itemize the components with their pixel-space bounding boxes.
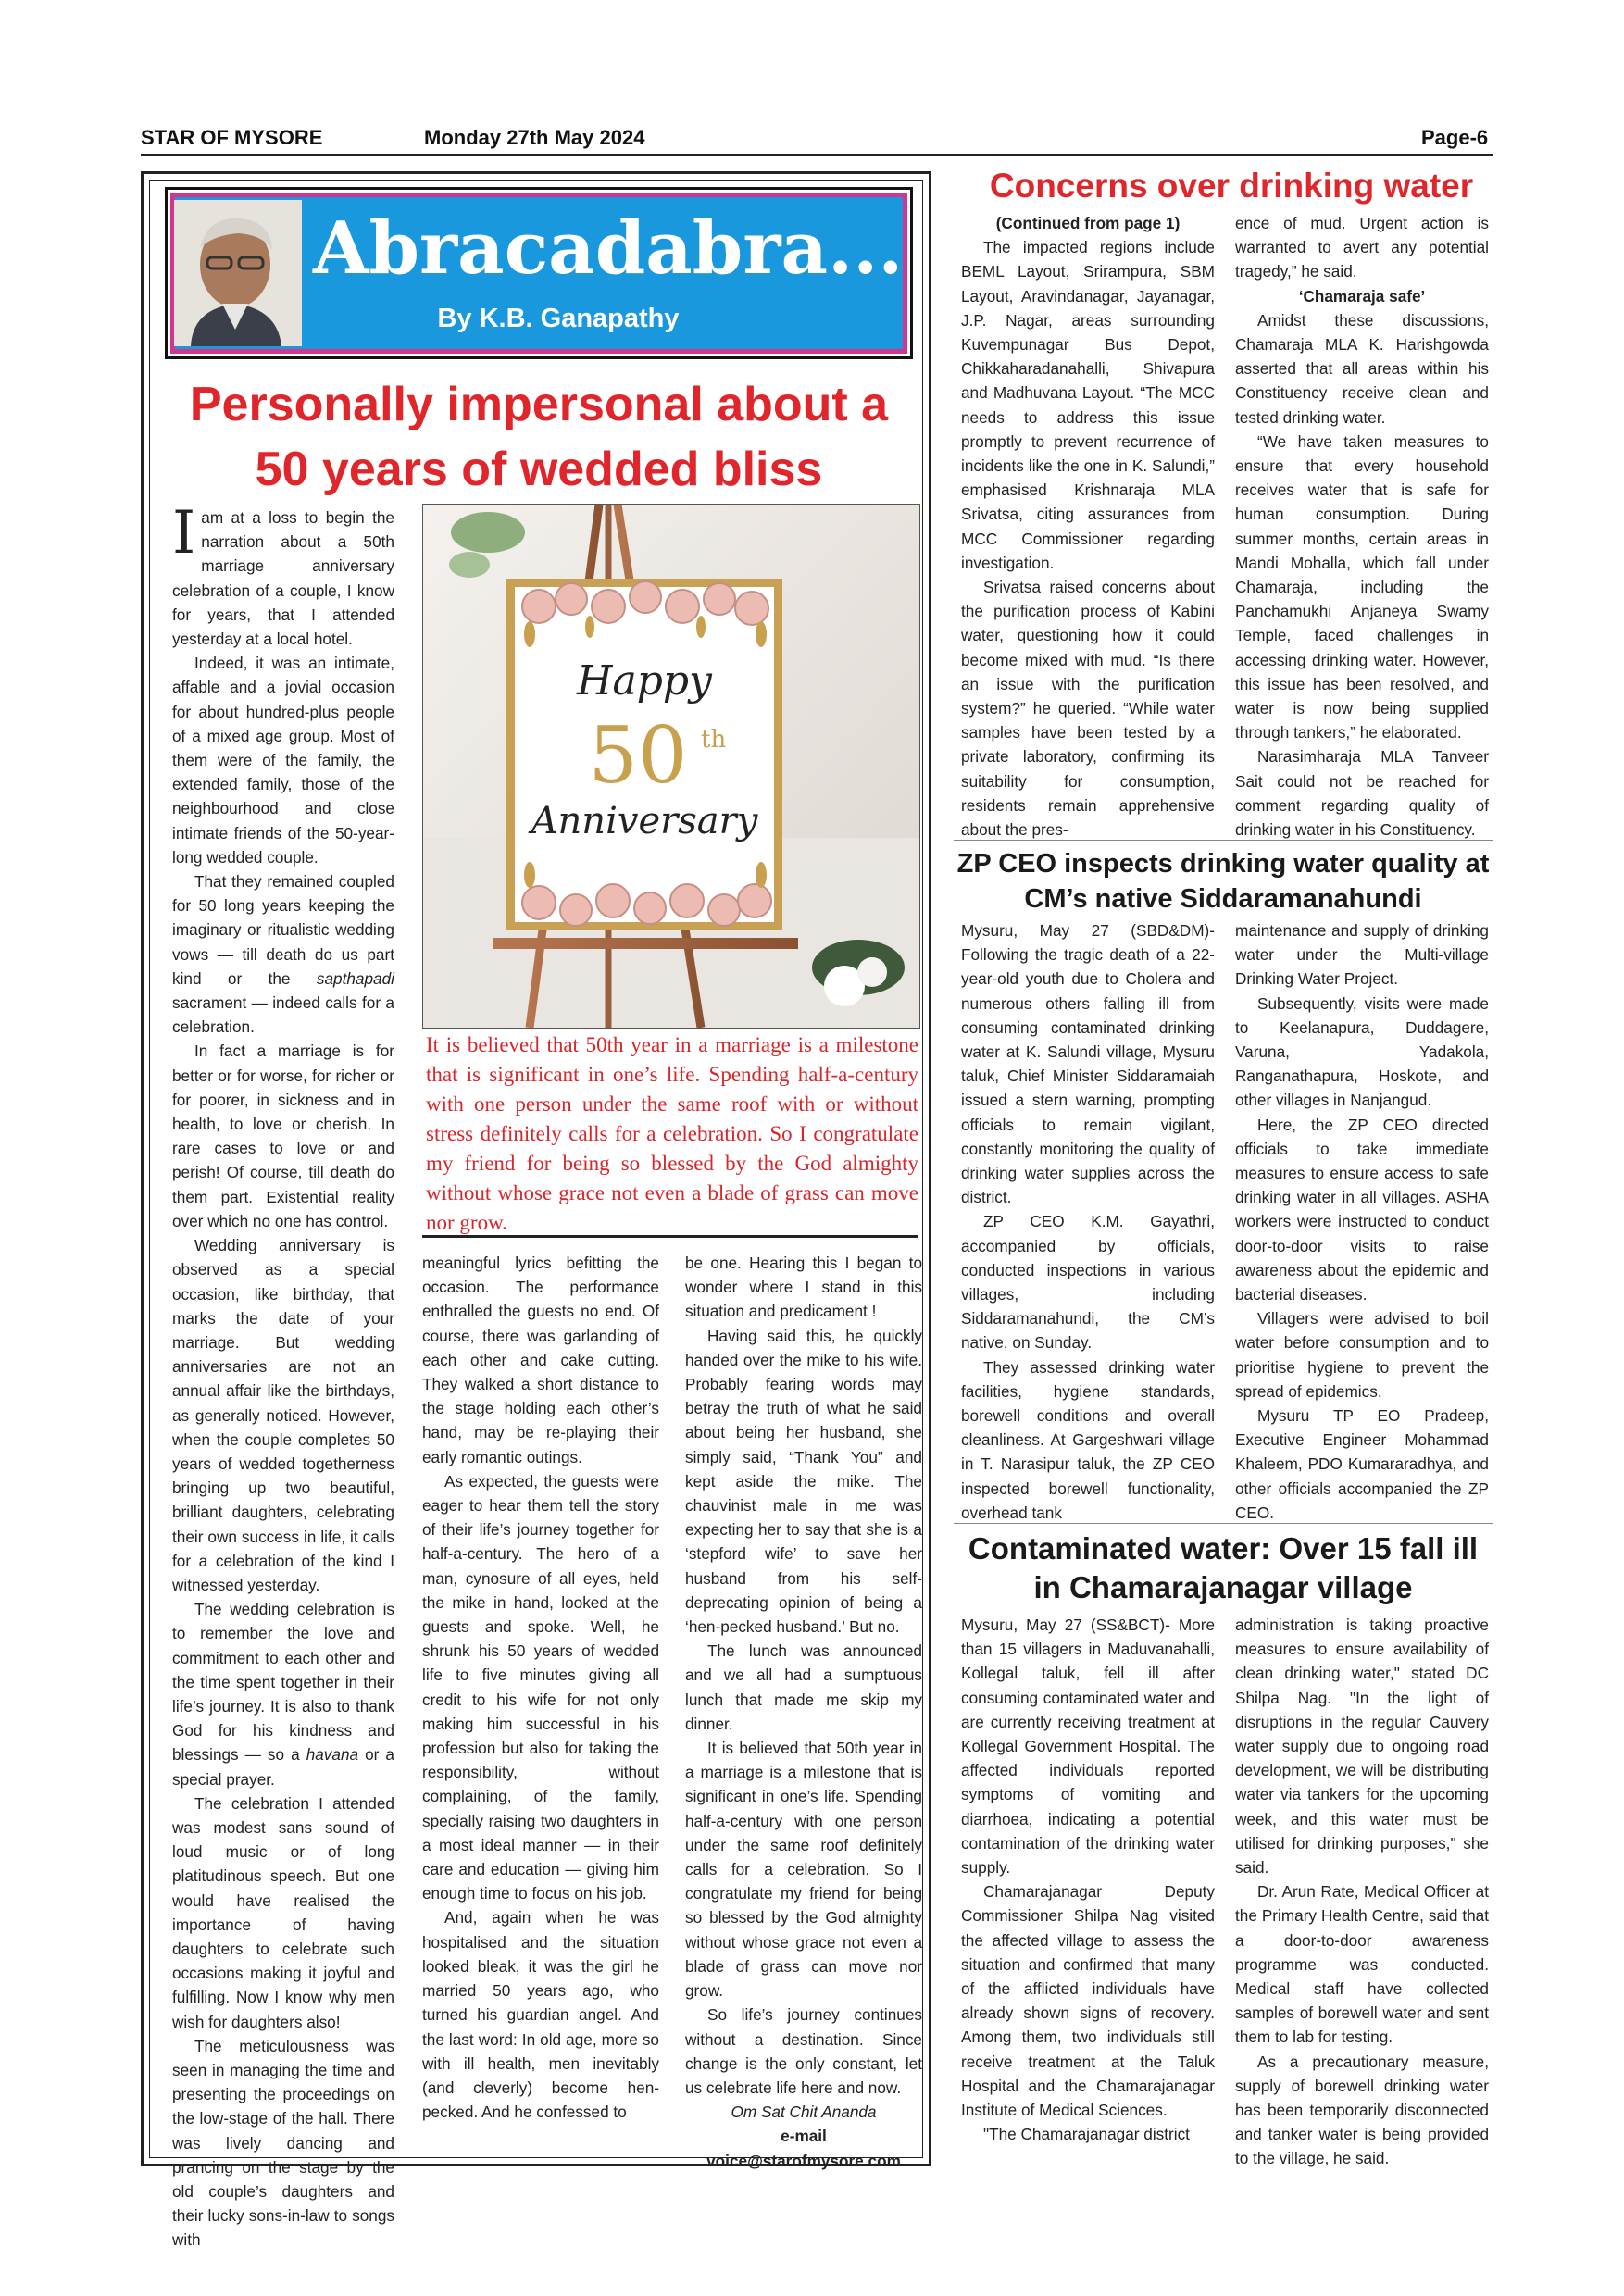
quote-rule <box>422 1235 918 1238</box>
column-title: Abracadabra... <box>313 206 904 291</box>
email-label: e-mail <box>781 2127 827 2146</box>
article3-col-b: administration is taking proactive measures to ensure availability of clean drinking water," stated DC Shilpa Nag. "In the light of disruptions in the regular Cauvery water supply due to ongoing road development, we will be distributing water via tankers for the upcoming week, and this water must be utilised for drinking purposes," she said. Dr. Arun Rate, Medical Officer at the Primary Health Centre, said that a door-to-door awareness programme was conducted. Medical staff have collected samples of borewell water and sent them to lab for testing. As a precautionary measure, supply of borewell drinking water has been temporarily disconnected and tanker water is being provided to the village, he said. <box>1235 1616 1489 2168</box>
column-byline: By K.B. Ganapathy <box>437 304 680 333</box>
article3-col-a: Mysuru, May 27 (SS&BCT)- More than 15 villagers in Maduvanahalli, Kollegal taluk, fell ill after consuming contaminated water and are currently receiving treatment at Kollegal Government Hospital. The affected individuals reported symptoms of vomiting and diarrhoea, indicating a potential contamination of the drinking water supply. Chamarajanagar Deputy Commissioner Shilpa Nag visited the affected village to assess the situation and confirmed that many of the afflicted individuals have already shown signs of recovery. Among them, two individuals still receive treatment at the Taluk Hospital and the Chamarajanagar Institute of Medical Sciences. "The Chamarajanagar district <box>961 1616 1215 2144</box>
header-rule <box>141 154 1493 156</box>
column-text-3: be one. Hearing this I began to wonder where I stand in this situation and predicament ! Having said this, he quickly handed over the mike to his wife. Probably fearing words may betray the truth of what he said about being her husband, she simply said, “Thank You” and kept aside the mike. The chauvinist male in me was expecting her to say that she is a ‘stepford wife’ to save her husband from his self-deprecating opinion of being a ‘hen-pecked husband.’ But no. The lunch was announced and we all had a sumptuous lunch that made me skip my dinner. It is believed that 50th year in a marriage is a milestone that is significant in one’s life. Spending half-a-century with one person under the same roof definitely calls for a celebration. So I congratulate my friend for being so blessed by the God almighty without whose grace not even a blade of grass can move nor grow. So life’s journey continues without a destination. Since change is the only constant, let us celebrate life here and now. Om Sat Chit Ananda e-mail voice@starofmysore.com <box>685 1254 922 2170</box>
author-email[interactable]: voice@starofmysore.com <box>706 2151 901 2170</box>
column-text-2: meaningful lyrics befitting the occasion. The performance enthralled the guests no end. Of course, there was garlanding of each other and cake cutting. They walked a short distance to the stage holding each other’s hand, may be re-playing their early romantic outings. As expected, the guests were eager to hear them tell the story of their life’s journey together for half-a-century. The hero of a man, cynosure of all eyes, held the mike in hand, looked at the guests and spoke. Well, he shrunk his 50 years of wedded life to five minutes giving all credit to his wife for not only making him successful in his profession but also for taking the responsibility, without complaining, of the family, specially raising two daughters in a most ideal manner — in their care and education — giving him enough time to focus on his job. And, again when he was hospitalised and the situation looked bleak, it was the girl he married 50 years ago, who turned his guardian angel. And the last word: In old age, more so with ill health, men inevitably (and cleverly) become hen-pecked. And he confessed to <box>422 1254 659 2122</box>
article1-col-a: (Continued from page 1) The impacted regions include BEML Layout, Srirampura, SBM Layout, Aravindanagar, Jayanagar, J.P. Nagar, areas surrounding Kuvempunagar Bus Depot, Chikkaharadanahalli, Shivapura and Madhuvana Layout. “The MCC needs to address this issue promptly to prevent recurrence of incidents like the one in K. Salundi,” emphasised Krishnaraja MLA Srivatsa, citing assurances from MCC Commissioner regarding investigation. Srivatsa raised concerns about the purification process of Kabini water, questioning how it could become mixed with mud. “Is there an issue with the purification system?” he queried. “While water samples have been tested by a private laboratory, confirming its suitability for consumption, residents remain apprehensive about the pres- <box>961 214 1215 840</box>
article1-col-b: ence of mud. Urgent action is warranted to avert any potential tragedy,” he said. ‘Chamaraja safe’ Amidst these discussions, Chamaraja MLA K. Harishgowda asserted that all areas within his Constituency receive clean and tested drinking water. “We have taken measures to ensure that every household receives water that is safe for human consumption. During summer months, certain areas in Mandi Mohalla, which fall under Chamaraja, including the Panchamukhi Anjaneya Swamy Temple, faced challenges in accessing drinking water. However, this issue has been resolved, and water is now being supplied through tankers,” he elaborated. Narasimharaja MLA Tanveer Sait could not be reached for comment regarding quality of drinking water in his Constituency. <box>1235 214 1489 840</box>
article-divider-2 <box>954 1523 1493 1524</box>
sign-suffix: th <box>701 726 727 754</box>
sign-happy: Happy <box>577 657 712 705</box>
sign-number: 50 <box>588 710 688 801</box>
continued-note: (Continued from page 1) <box>995 214 1181 232</box>
anniversary-photo <box>422 504 920 1029</box>
issue-date: Monday 27th May 2024 <box>424 126 645 149</box>
signoff: Om Sat Chit Ananda <box>731 2103 877 2122</box>
sign-anniversary: Anniversary <box>531 800 758 842</box>
column-headline: Personally impersonal about a 50 years of wedded bliss <box>189 378 889 496</box>
article2-headline: ZP CEO inspects drinking water quality at CM’s native Siddaramanahundi <box>956 849 1490 914</box>
article2-col-a: Mysuru, May 27 (SBD&DM)- Following the tragic death of a 22-year-old youth due to Cholera and numerous others falling ill from consuming contaminated drinking water at K. Salundi village, Mysuru taluk, Chief Minister Siddaramaiah issued a stern warning, prompting officials to remain vigilant, constantly monitoring the quality of drinking water supplies across the district. ZP CEO K.M. Gayathri, accompanied by officials, conducted inspections in various villages, including Siddaramanahundi, the CM’s native, on Sunday. They assessed drinking water facilities, hygiene standards, borewell conditions and overall cleanliness. At Gargeshwari village in T. Narasipur taluk, the ZP CEO inspected borewell functionality, overhead tank <box>961 921 1215 1522</box>
article-divider-1 <box>954 840 1493 841</box>
author-photo <box>174 200 302 346</box>
anniversary-illustration <box>423 505 919 1028</box>
column-text-1: Iam at a loss to begin the narration about a 50th marriage anniversary celebration of a couple, I know for years, that I attended yesterday at a local hotel. Indeed, it was an intimate, affable and a jovial occasion for about hundred-plus people of a mixed age group. Most of them were of the family, the extended family, those of the neighbourhood and close intimate friends of the 50-year-long wedded couple. That they remained coupled for 50 long years keeping the imaginary or ritualistic wedding vows — till death do us part kind or the sapthapadi sacrament — indeed calls for a celebration. In fact a marriage is for better or for worse, for richer or for poorer, in sickness and in health, to love or cherish. In rare cases to love or and perish! Of course, till death do them part. Existential reality over which no one has control. Wedding anniversary is observed as a special occasion, like birthday, that marks the date of your marriage. But wedding anniversaries are not an annual affair like the birthdays, as generally noticed. However, when the couple completes 50 years of wedded togetherness bringing up two beautiful, brilliant daughters, celebrating their own success in life, it calls for a celebration of the kind I witnessed yesterday. The wedding celebration is to remember the love and commitment to each other and the time spent together in their life’s journey. It is also to thank God for his kindness and blessings — so a havana or a special prayer. The celebration I attended was modest sans sound of loud music or of long platitudinous speech. But one would have realised the importance of having daughters to celebrate such occasions making it joyful and fulfilling. Now I know why men wish for daughters also! The meticulousness was seen in managing the time and presenting the proceedings on the low-stage of the hall. There was lively dancing and prancing on the stage by the old couple’s daughters and their lucky sons-in-law to songs with <box>172 499 394 2250</box>
article3-headline: Contaminated water: Over 15 fall ill in Chamarajanagar village <box>968 1531 1479 1604</box>
article1-headline: Concerns over drinking water <box>989 167 1474 205</box>
paper-name: STAR OF MYSORE <box>141 126 323 149</box>
drop-cap: I <box>172 499 196 568</box>
page-number: Page-6 <box>1421 126 1489 149</box>
article2-col-b: maintenance and supply of drinking water under the Multi-village Drinking Water Project. Subsequently, visits were made to Keelanapura, Duddagere, Varuna, Yadakola, Ranganathapura, Hoskote, and other villages in Nanjangud. Here, the ZP CEO directed officials to take immediate measures to ensure access to safe drinking water in all villages. ASHA workers were instructed to conduct door-to-door visits to raise awareness about the epidemic and bacterial diseases. Villagers were advised to boil water before consumption and to prioritise hygiene to prevent the spread of epidemics. Mysuru TP EO Pradeep, Executive Engineer Mohammad Khaleem, PDO Kumararadhya, and other officials accompanied the ZP CEO. <box>1235 921 1489 1522</box>
pull-quote: It is believed that 50th year in a marriage is a milestone that is significant in one’s life. Spending half-a-century with one person under the same roof with or without stress definitely calls for a celebration. So I congratulate my friend for being so blessed by the God almighty without whose grace not even a blade of grass can move nor grow. <box>426 1033 918 1234</box>
subhead-chamaraja: ‘Chamaraja safe’ <box>1298 286 1426 306</box>
